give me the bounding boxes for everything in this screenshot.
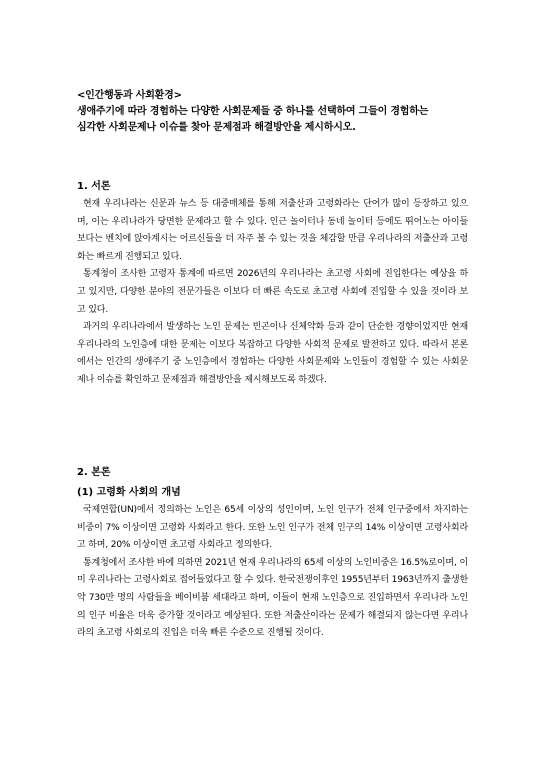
section-2-title: 2. 본론 xyxy=(77,467,111,478)
section-1-paragraph: 통계청이 조사한 고령자 통계에 따르면 2026년의 우리나라는 초고령 사회에 진입한다는 예상을 하고 있지만, 다양한 분야의 전문가들은 이보다 더 빠른 속도로 초고령 사회에 진입할 수 있을 것이라 보고 있다. xyxy=(77,269,468,315)
question-line-1: 생애주기에 따라 경험하는 다양한 사회문제들 중 하나를 선택하여 그들이 경험하는 xyxy=(77,106,429,117)
course-title: <인간행동과 사회환경> xyxy=(77,90,182,101)
section-1-paragraph: 과거의 우리나라에서 발생하는 노인 문제는 빈곤이나 신체약화 등과 같이 단순한 경향이었지만 현재 우리나라의 노인층에 대한 문제는 이보다 복잡하고 다양한 사회적 문제로 발전하고 있다. 따라서 본론에서는 인간의 생애주기 중 노인층에서 경험하는 다양한 사회문제와 노인들이 경험할 수 있는 사회문제나 이슈를 확인하고 문제점과 해결방안을 제시해보도록 하겠다. xyxy=(77,322,468,385)
section-2-paragraph: 국제연합(UN)에서 정의하는 노인은 65세 이상의 성인이며, 노인 인구가 전체 인구중에서 차지하는 비중이 7% 이상이면 고령화 사회라고 한다. 또한 노인 인구가 전체 인구의 14% 이상이면 고령사회라고 하며, 20% 이상이면 초고령 사회라고 정의한다. xyxy=(77,505,468,551)
section-1-paragraph: 현재 우리나라는 신문과 뉴스 등 대중매체를 통해 저출산과 고령화라는 단어가 많이 등장하고 있으며, 이는 우리나라가 당면한 문제라고 할 수 있다. 인근 놀이터나 동네 놀이터 등에도 뛰어노는 아이들보다는 벤치에 앉아계시는 어르신들을 더 자주 볼 수 있는 것을 체감할 만큼 우리나라의 저출산과 고령화는 빠르게 진행되고 있다. xyxy=(77,199,468,262)
section-2-paragraph: 통계청에서 조사한 바에 의하면 2021년 현재 우리나라의 65세 이상의 노인비중은 16.5%로이며, 이미 우리나라는 고령사회로 접어들었다고 할 수 있다. 한국전쟁이후인 1955년부터 1963년까지 출생한 약 730만 명의 사람들을 베이비붐 세대라고 하며, 이들이 현재 노인층으로 진입하면서 우리나라 노인의 인구 비율은 더욱 증가할 것이라고 예상된다. 또한 저출산이라는 문제가 해결되지 않는다면 우리나라의 초고령 사회로의 진입은 더욱 빠른 수준으로 진행될 것이다. xyxy=(77,557,468,639)
section-1-body xyxy=(77,196,468,390)
question-line-2: 심각한 사회문제나 이슈를 찾아 문제점과 해결방안을 제시하시오. xyxy=(77,122,356,133)
section-2-body xyxy=(77,502,468,643)
assignment-header xyxy=(77,88,468,136)
subsection-title: (1) 고령화 사회의 개념 xyxy=(77,487,181,498)
section-1-title: 1. 서론 xyxy=(77,181,111,192)
